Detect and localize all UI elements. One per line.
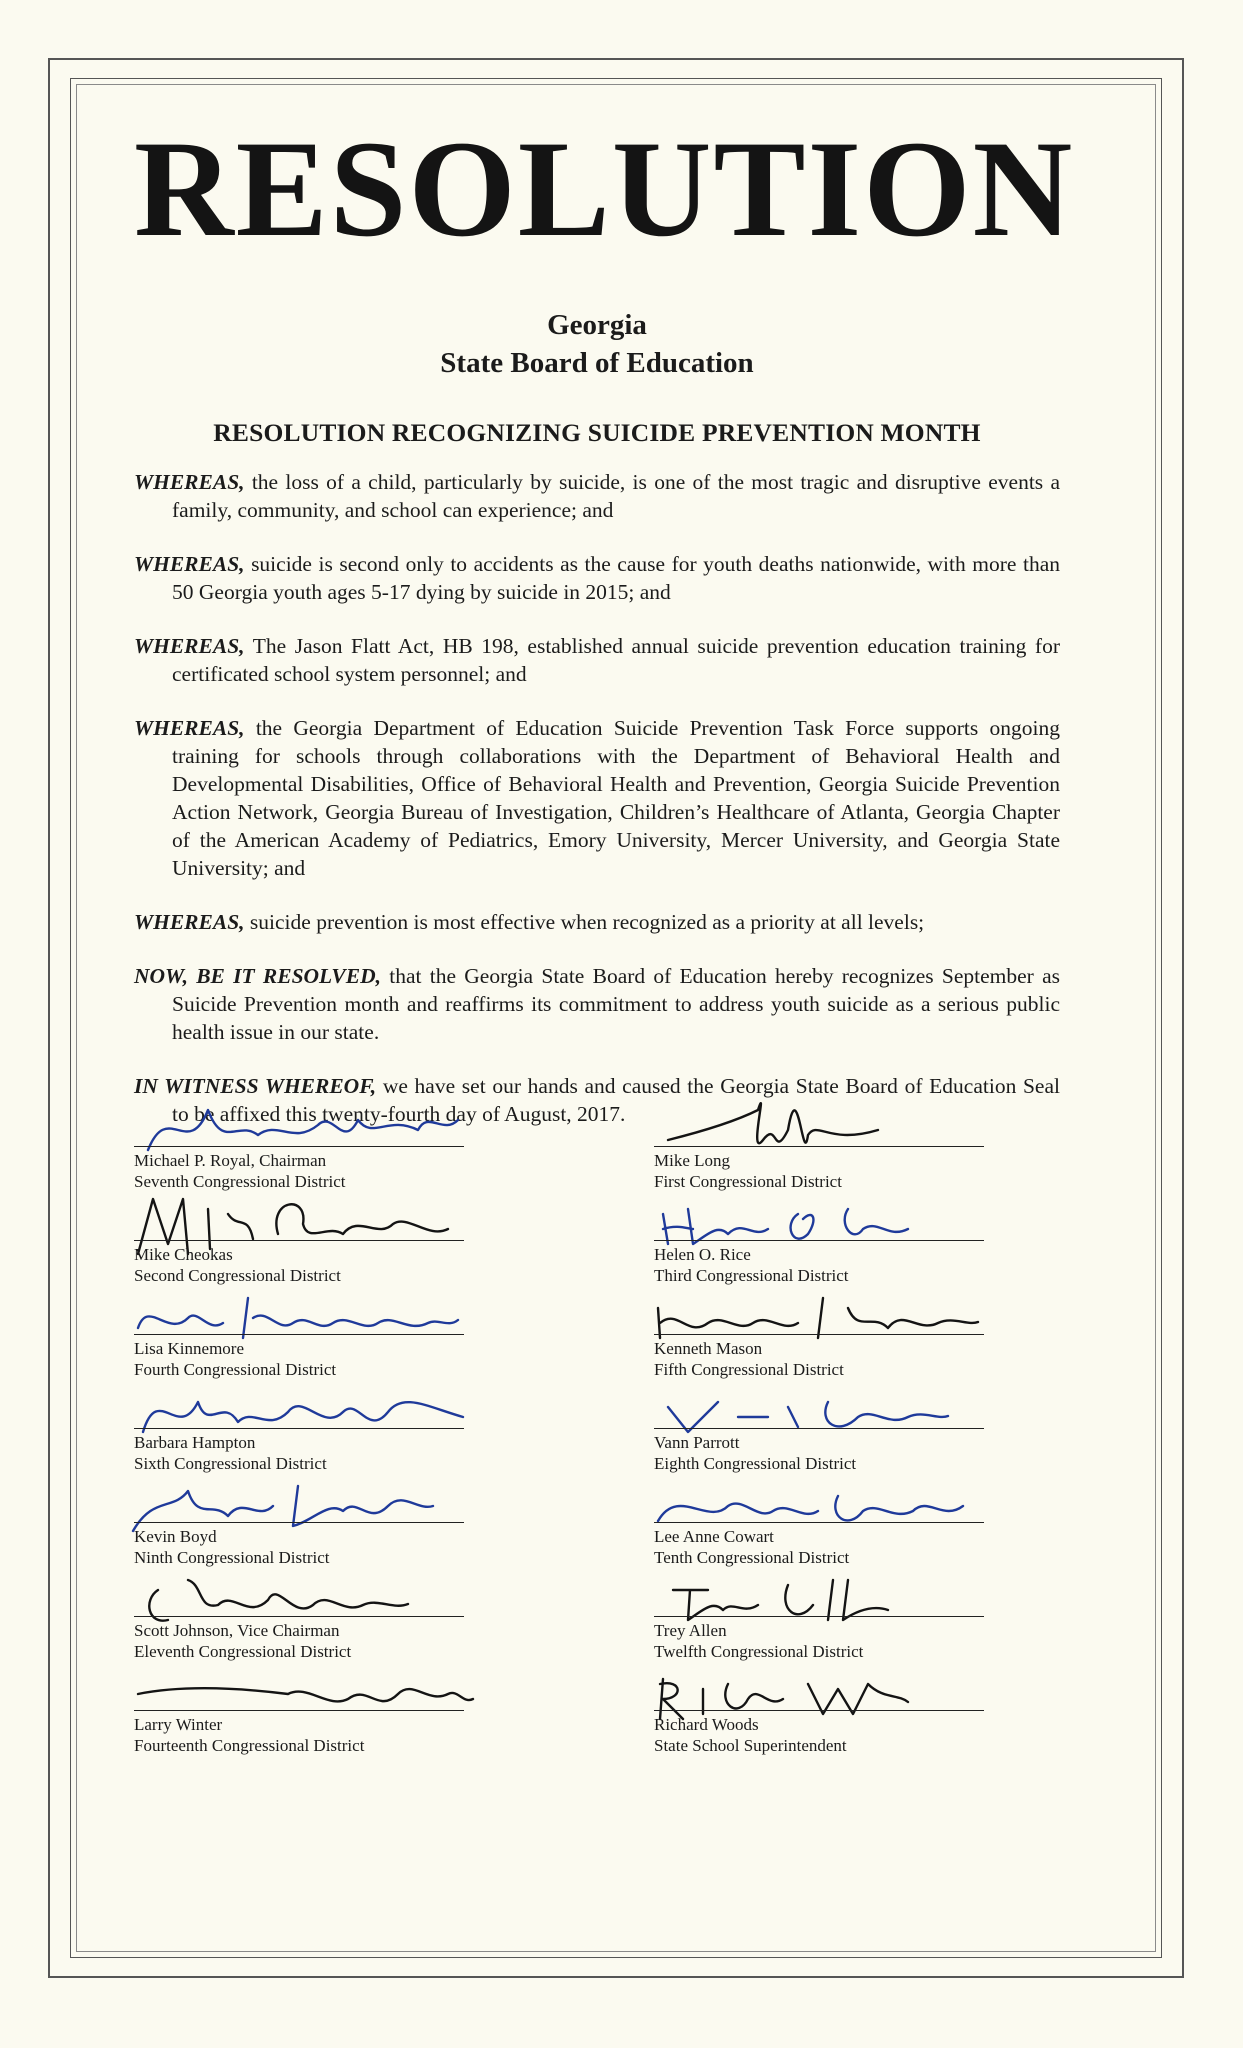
resolution-body: [134, 112, 1075, 1150]
signer-title: Tenth Congressional District: [654, 1548, 850, 1567]
document-title: RESOLUTION: [134, 112, 1075, 265]
signer-title: Fourteenth Congressional District: [134, 1736, 365, 1755]
clause: [134, 962, 1060, 1046]
signer-name: Helen O. Rice: [654, 1245, 751, 1264]
clause-lead: WHEREAS,: [134, 552, 245, 576]
signature-block: [134, 1118, 994, 1838]
signer-title: Fourth Congressional District: [134, 1360, 337, 1379]
board-name: State Board of Education: [440, 347, 754, 379]
clause-lead: NOW, BE IT RESOLVED,: [134, 964, 381, 988]
signer-title: Eighth Congressional District: [654, 1454, 857, 1473]
signer-title: Second Congressional District: [134, 1266, 341, 1285]
signer-name: Lee Anne Cowart: [654, 1527, 774, 1546]
signer-title: Eleventh Congressional District: [134, 1642, 352, 1661]
clause-text: we have set our hands and caused the Georgia State Board of Education Seal to be affixed this twenty-fourth day of August, 2017.: [172, 1074, 1060, 1126]
clause-lead: WHEREAS,: [134, 910, 245, 934]
resolution-clauses: [134, 468, 1060, 1128]
signer-title: State School Superintendent: [654, 1736, 847, 1755]
clause-text: the loss of a child, particularly by suicide, is one of the most tragic and disruptive events a family, community, and school can experience; and: [172, 470, 1060, 522]
signer-name: Mike Long: [654, 1151, 731, 1170]
signer-title: Seventh Congressional District: [134, 1172, 346, 1191]
signer-name: Richard Woods: [654, 1715, 759, 1734]
clause: [134, 714, 1060, 882]
clause: [134, 468, 1060, 524]
clause-lead: WHEREAS,: [134, 470, 245, 494]
signer-title: Ninth Congressional District: [134, 1548, 330, 1567]
clause-lead: WHEREAS,: [134, 634, 245, 658]
signer-name: Mike Cheokas: [134, 1245, 233, 1264]
clause: [134, 550, 1060, 606]
signer-name: Larry Winter: [134, 1715, 223, 1734]
clause: [134, 632, 1060, 688]
clause-text: suicide is second only to accidents as the cause for youth deaths nationwide, with more than 50 Georgia youth ages 5-17 dying by suicide in 2015; and: [172, 552, 1060, 604]
clause-lead: WHEREAS,: [134, 716, 245, 740]
signature-right-7: [654, 1682, 984, 1774]
signer-title: Third Congressional District: [654, 1266, 849, 1285]
signer-name: Kevin Boyd: [134, 1527, 217, 1546]
signer-name: Barbara Hampton: [134, 1433, 256, 1452]
signer-title: Twelfth Congressional District: [654, 1642, 864, 1661]
signer-name: Kenneth Mason: [654, 1339, 763, 1358]
signer-title: Fifth Congressional District: [654, 1360, 844, 1379]
signer-title: First Congressional District: [654, 1172, 842, 1191]
signer-name: Vann Parrott: [654, 1433, 740, 1452]
signature-left-7: [134, 1682, 464, 1774]
signer-name: Lisa Kinnemore: [134, 1339, 244, 1358]
clause-text: suicide prevention is most effective when recognized as a priority at all levels;: [244, 910, 925, 934]
clause-lead: IN WITNESS WHEREOF,: [134, 1074, 377, 1098]
signer-name: Scott Johnson, Vice Chairman: [134, 1621, 340, 1640]
signer-name: Trey Allen: [654, 1621, 727, 1640]
signer-name: Michael P. Royal, Chairman: [134, 1151, 327, 1170]
clause-text: that the Georgia State Board of Education hereby recognizes September as Suicide Prevention month and reaffirms its commitment to address youth suicide as a serious public health issue in our state.: [172, 964, 1060, 1044]
signer-title: Sixth Congressional District: [134, 1454, 327, 1473]
state-name: Georgia: [547, 309, 647, 341]
clause-text: The Jason Flatt Act, HB 198, established annual suicide prevention education training for certificated school system personnel; and: [172, 634, 1060, 686]
resolution-heading: RESOLUTION RECOGNIZING SUICIDE PREVENTION MONTH: [213, 418, 981, 447]
clause: [134, 908, 1060, 936]
clause-text: the Georgia Department of Education Suicide Prevention Task Force supports ongoing training for schools through collaborations with the Department of Behavioral Health and Developmental Disabilities, Office of Behavioral Health and Prevention, Georgia Suicide Prevention Action Network, Georgia Bureau of Investigation, Children’s Healthcare of Atlanta, Georgia Chapter of the American Academy of Pediatrics, Emory University, Mercer University, and Georgia State University; and: [172, 716, 1060, 880]
